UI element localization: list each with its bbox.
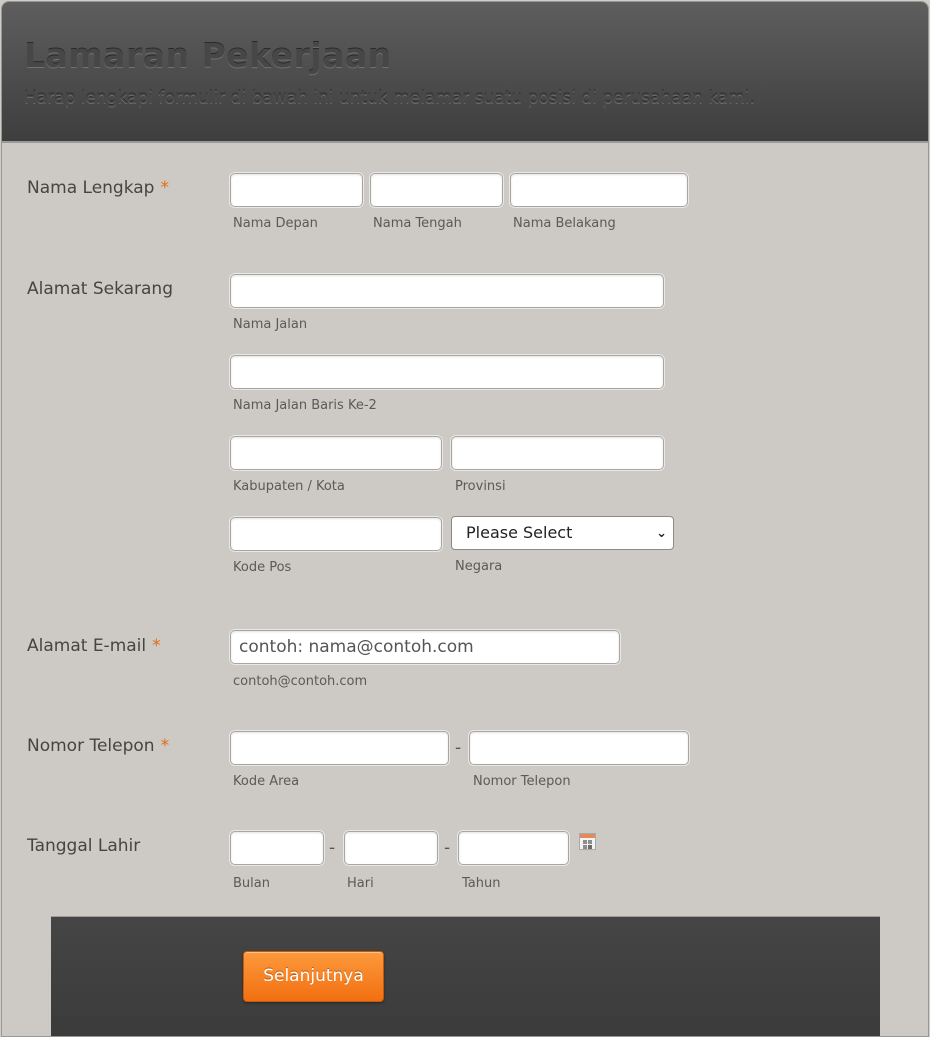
form-header [2, 2, 928, 143]
phone-separator: - [455, 738, 462, 758]
phone-label [27, 736, 169, 756]
email-sublabel: contoh@contoh.com [233, 674, 368, 689]
required-mark: * [160, 178, 169, 198]
phone-number-input[interactable] [469, 731, 689, 765]
email-label [27, 636, 161, 656]
birth-date-label: Tanggal Lahir [27, 836, 141, 856]
form-container [1, 1, 929, 1037]
first-name-input[interactable] [230, 173, 363, 207]
email-input[interactable] [230, 630, 620, 664]
calendar-icon[interactable] [579, 833, 596, 850]
street-sublabel: Nama Jalan [233, 317, 308, 332]
address-label: Alamat Sekarang [27, 279, 174, 299]
postal-code-sublabel: Kode Pos [233, 560, 292, 575]
email-placeholder: contoh: nama@contoh.com [239, 637, 474, 657]
required-mark: * [160, 736, 170, 756]
province-input[interactable] [451, 436, 664, 470]
postal-code-input[interactable] [230, 517, 442, 551]
country-select-value: Please Select [466, 523, 573, 542]
required-mark: * [152, 636, 161, 656]
form-footer [51, 916, 880, 1037]
city-sublabel: Kabupaten / Kota [233, 479, 345, 494]
city-input[interactable] [230, 436, 442, 470]
birth-day-input[interactable] [344, 831, 438, 865]
birth-month-input[interactable] [230, 831, 324, 865]
area-code-sublabel: Kode Area [233, 774, 300, 789]
street-input[interactable] [230, 274, 664, 308]
date-separator: - [329, 838, 336, 858]
area-code-input[interactable] [230, 731, 449, 765]
full-name-label-text: Nama Lengkap [27, 178, 155, 198]
birth-day-sublabel: Hari [347, 876, 374, 891]
street2-input[interactable] [230, 355, 664, 389]
birth-year-sublabel: Tahun [462, 876, 501, 891]
last-name-sublabel: Nama Belakang [513, 216, 616, 231]
phone-label-text: Nomor Telepon [27, 736, 155, 756]
last-name-input[interactable] [510, 173, 688, 207]
chevron-down-icon: ⌄ [656, 526, 667, 541]
country-select[interactable] [451, 516, 674, 550]
date-separator: - [444, 838, 451, 858]
form-title: Lamaran Pekerjaan [24, 36, 392, 75]
street2-sublabel: Nama Jalan Baris Ke-2 [233, 398, 377, 413]
form-subtitle: Harap lengkapi formulir di bawah ini untuk melamar suatu posisi di perusahaan kami. [24, 88, 755, 108]
birth-month-sublabel: Bulan [233, 876, 270, 891]
middle-name-input[interactable] [370, 173, 503, 207]
phone-number-sublabel: Nomor Telepon [473, 774, 571, 789]
middle-name-sublabel: Nama Tengah [373, 216, 462, 231]
next-button[interactable]: Selanjutnya [243, 951, 384, 1002]
birth-year-input[interactable] [458, 831, 569, 865]
province-sublabel: Provinsi [455, 479, 506, 494]
email-label-text: Alamat E-mail [27, 636, 147, 656]
country-sublabel: Negara [455, 559, 503, 574]
full-name-label [27, 178, 169, 198]
first-name-sublabel: Nama Depan [233, 216, 318, 231]
